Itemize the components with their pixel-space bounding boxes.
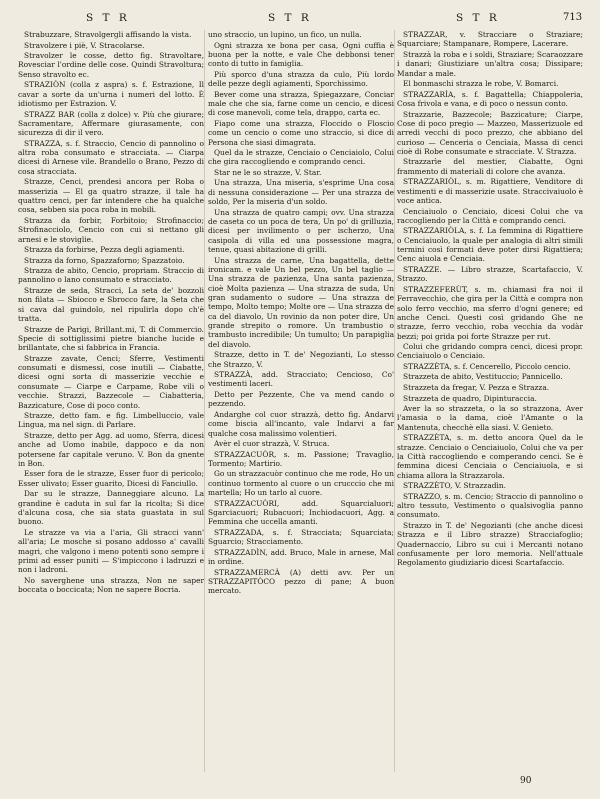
dictionary-entry: Stravolzere i piè, V. Stracolarse. — [24, 40, 145, 50]
dictionary-entry: Strazze de Parigi, Brillant.mi, T. di Commercio. Specie di sottiglissimi pietre bianche lucide e brillantate, che si fabbrica in Francia. — [18, 324, 204, 353]
dictionary-entry: El bonmaschi strazza le robe, V. Bomarci. — [403, 79, 559, 89]
dictionary-entry: Strazzo in T. de' Negozianti (che anche dicesi Strazza e il Libro strazze) Stracciafoglio; Quadernaccio, Libro su cui i Mercanti notano confusamente per loro memoria. Nell'attuale Regolamento giudiziario dicesi Scartafaccio. — [397, 520, 583, 568]
dictionary-entry: Strazzeta de abito, Vestituccio; Pannicello. — [403, 372, 563, 382]
dictionary-entry: Strazza da forbir, Forbitoio; Strofinaccio; Strofinacciolo, Cencio con cui si nettano gli arnesi e le stoviglie. — [18, 215, 204, 244]
dictionary-entry: STRAZZÈTA, s. f. Cencerello, Piccolo cencio. — [403, 361, 571, 371]
dictionary-entry: Aver la so strazzeta, o la so strazzona, Aver l'amasia o la dama, cioè l'Amante o la Mantenuta, checchè ella siasi. V. Genieto. — [397, 404, 583, 432]
dictionary-entry: Una strazza de carne, Una bagattella, dette ironicam. e vale Un bel pezzo, Un bel taglio — Una strazza de pazienza, Una santa pazienza, cioè Molta pazienza — Una strazza de suda, Un gran sudamento o sudore — Una strazza de tempo, Molto tempo; Molte ore — Una strazza de ca del diavolo, Un rovinio da non poter dire, Un grande strepito o romore. Un trambustio o trambusto incredibile; Un tumulto; Un parapiglia del diavolo. — [208, 255, 394, 349]
dictionary-entry: STRAZZACUÒR, s. m. Passione; Travaglio, Tormento; Martirio. — [208, 449, 394, 468]
dictionary-entry: Strazza de abito, Cencio, propriam. Straccio di pannolino o lano consumato e stracciato. — [18, 266, 204, 285]
column-divider — [394, 30, 395, 772]
dictionary-entry: Una strazza de quatro campi; ovv. Una strazza de caseta co un poca de tera, Un po' di grilluzia, dicesi per invilimento o per ischerzo, Una casipola di villa ed una possessione magra, tenue, quasi abitazione di grilli. — [208, 207, 394, 255]
dictionary-entry: Esser fora de le strazze, Esser fuor di pericolo; Esser ulivato; Esser guarito, Dicesi di Fanciullo. — [18, 469, 204, 488]
column-left — [18, 30, 204, 772]
dictionary-entry: STRAZZA, s. f. Straccio, Cencio di pannolino o altra roba consumato e stracciata. — Ciarpa dicesi di Arnese vile. Brandello o Brano, Pezzo di cosa stracciata. — [18, 138, 204, 176]
dictionary-entry: Andarghe col cuor strazzà, detto fig. Andarvi come biscia all'incanto, vale Indarvi a far qualche cosa malissimo volentieri. — [208, 409, 394, 438]
header-center: S T R — [268, 12, 312, 24]
dictionary-entry: STRAZZÈTA, s. m. detto ancora Quel da le strazze. Cenciaio o Cenciaiuolo, Colui che va per la Città raccogliendo e comperando cenci. Se è femmina dicesi Cenciaia o Cenciaiuola, e si chiama allora la Strazzarola. — [397, 433, 583, 480]
dictionary-entry: Più sporco d'una strazza da culo, Più lordo delle pezze degli agiamenti, Sporchissimo. — [208, 69, 394, 89]
dictionary-entry: Una strazza, Una miseria, s'esprime Una cosa di nessuna considerazione — Per una strazza de soldo, Per la miseria d'un soldo. — [208, 178, 394, 207]
dictionary-entry: Fiapo come una strazza, Floccido o Floscio come un cencio o come uno straccio, si dice di Persona che siasi dimagrata. — [208, 118, 394, 147]
dictionary-entry: Bever come una strazza, Spiegazzare, Conciar male che che sia, farne come un cencio, e dicesi di cose manevoli, come tela, drappo, carta ec. — [208, 89, 394, 118]
column-right — [397, 30, 583, 772]
dictionary-entry: Strazzeta da fregar, V. Pezza e Strazza. — [403, 383, 550, 392]
dictionary-entry: Le strazze va via a l'aria, Gli stracci vann' all'aria; Le mosche si posano addosso a' cavalli magri, che valgono i meno potenti sono sempre i primi ad esser puniti — S'impiccono i ladruzzi e non i ladroni. — [18, 527, 204, 575]
dictionary-entry: STRAZZARIÒLA, s. f. La femmina di Rigattiere o Cenciaiuolo, la quale per analogia di altri simili termini così formati deve poter dirsi Rigattiera; Cenc aiuola e Cenciaia. — [397, 226, 583, 264]
dictionary-entry: Cenciaiuolo o Cenciaio, dicesi Colui che va raccogliendo per la Città e comprando cenci. — [397, 206, 583, 225]
dictionary-entry: Strazze, detto fam. e fig. Limbelluccio, vale Lingua, ma nel sign. di Parlare. — [18, 411, 204, 430]
dictionary-entry: Strazza da forbirse, Pezza degli agiamenti. — [24, 245, 185, 255]
dictionary-entry: STRAZZEFERÙT, s. m. chiamasi fra noi il Ferravecchio, che gira per la Città e compra non solo ferro vecchio, ma sferro d'ogni genere; ed anche Cenci. Questi così gridando Ghe ne strazze, ferro vecchio, roba vecchia da vodàr bezzi; poi grida poi forte Strazze per rut. — [397, 284, 583, 341]
column-divider — [204, 30, 205, 772]
dictionary-entry: Dar su le strazze, Danneggiare alcuno. La grandine è caduta in sul far la ricolta; Si dice d'alcuna cosa, che sia stata guastata in sul buono. — [18, 489, 204, 527]
dictionary-entry: Strabuzzare, Stravolgergli affisando la vista. — [24, 30, 192, 39]
dictionary-entry: STRAZIÒN (colla z aspra) s. f. Estrazione, Il cavar a sorte da un'urna i numeri del lotto. È idiotismo per Estrazion. V. — [18, 80, 204, 108]
column-middle — [208, 30, 394, 772]
dictionary-entry: Strazzeta de quadro, Dipinturaccia. — [403, 393, 537, 403]
dictionary-entry: Go un strazzacuòr continuo che me rode, Ho un continuo tormento al cuore o un crucccio che mi martella; Ho un tarlo al cuore. — [208, 469, 394, 498]
page-header — [0, 12, 600, 26]
dictionary-entry: Strazza da forno, Spazzaforno; Spazzatoio. — [24, 255, 185, 265]
dictionary-entry: STRAZZADA, s. f. Stracciata; Squarciata; Sguarcio; Stracciamento. — [208, 527, 394, 547]
dictionary-entry: STRAZZADÌN, add. Bruco, Male in arnese, Mal in ordine. — [208, 547, 394, 567]
dictionary-entry: Quel da le strazze, Cenciaio o Cenciaiolo, Colui che gira raccogliendo e comprando cenci. — [208, 148, 394, 167]
header-right: S T R — [456, 12, 500, 24]
page-number: 713 — [563, 12, 583, 23]
dictionary-entry: STRAZZARIÒL, s. m. Rigattiere, Venditore di vestimenti e di masserizie usate. Straccivaiuolo è voce antica. — [397, 177, 583, 205]
dictionary-entry: Colui che gridando compra cenci, dicesi propr. Cenciaiuolo o Cenciaio. — [397, 342, 583, 361]
dictionary-entry: STRAZZO, s. m. Cencio; Straccio di pannolino o altro tessuto, Vestimento o qualsivoglia panno consumato. — [397, 491, 583, 520]
dictionary-entry: STRAZZ BAR (colla z dolce) v. Più che giurare; Sacramentare, Affermare giurasamente, con sicurezza di dir il vero. — [18, 109, 204, 138]
dictionary-entry: Strazzarie, Bazzecole; Bazzicature; Ciarpe, Cose di poco pregio — Mazzeo, Masserizuole ed arredi vecchi di poco prezzo, che abbiano del curioso — Cenceria o Cencìaia, Massa di cenci cioè di Robe consumate e stracciate. V. Strazza. — [397, 109, 583, 156]
dictionary-entry: Stravolzer le cosse, detto fig. Stravoltare, Rovesciar l'ordine delle cose. Quindi Stravoltura; Senso stravolto ec. — [18, 51, 204, 79]
dictionary-entry: Avèr el cuor strazzà, V. Struca. — [214, 439, 330, 449]
dictionary-entry: uno straccio, un lupino, un fico, un nulla. — [208, 30, 362, 39]
dictionary-entry: Strazze, detto per Agg. ad uomo, Sferra, dicesi anche ad Uomo inabile, dappoco e da non potersene far capitale veruno. V. Bon da gnente in Bon. — [18, 430, 204, 468]
dictionary-entry: STRAZZACUÒRI, add. Squarcialuori; Sgarciacuori; Rubacuori; Inchiodacuori, Agg. a Femmina che uccella amanti. — [208, 498, 394, 527]
dictionary-entry: STRAZZE. — Libro strazze, Scartafaccio, V. Strazzo. — [397, 264, 583, 284]
dictionary-entry: STRAZZARÌA, s. f. Bagattella; Chiappoleria, Cosa frivola e vana, e di poco o nessun conto. — [397, 89, 583, 108]
header-left: S T R — [86, 12, 130, 24]
dictionary-entry: No saverghene una strazza, Non ne saper boccata o boccicata; Non ne sapere Bocria. — [18, 575, 204, 595]
dictionary-entry: Star ne le so strazze, V. Star. — [214, 167, 322, 177]
dictionary-entry: Strazze, Cenci, prendesi ancora per Roba o masserizia — El ga quatro strazze, il tale ha quattro cenci, per far intendere che ha qualche cosa, sebben sia poca roba in mobili. — [18, 177, 204, 215]
dictionary-entry: Strazzarìe del mestier, Ciabatte, Ogni frammento di materiali di colore che avanza. — [397, 157, 583, 176]
dictionary-entry: Strazze zavate, Cenci; Sferre, Vestimenti consumati e dismessi, cose inutili — Ciabatte, dicesi ogni sorta di masserizie vecchie e consumate — Ciarpe e Carpame, Robe vili o vecchie. Strazzi, Bazzecole — Ciabatteria, Bazzicature, Cose di poco conto. — [18, 353, 204, 410]
dictionary-entry: Detto per Pezzente, Che va mend cando o pezzendo. — [208, 389, 394, 409]
dictionary-entry: Strazzà la roba e i soldi, Straziare; Scaraozzare i danari; Giustiziare un'altra cosa; Dissipare; Mandar a male. — [397, 49, 583, 78]
dictionary-entry: Strazze, detto in T. de' Negozianti, Lo stesso che Strazzo, V. — [208, 350, 394, 369]
dictionary-entry: STRAZZÀ, add. Stracciato; Cencioso, Co' vestimenti laceri. — [208, 370, 394, 389]
dictionary-entry: Ogni strazza xe bona per casa, Ogni cuffia è buona per la notte, e vale Che debbonsi tener conto di tutto in famiglia. — [208, 40, 394, 69]
dictionary-entry: STRAZZÈTO, V. Strazzadìn. — [403, 481, 506, 491]
signature-mark: 90 — [520, 776, 532, 786]
dictionary-entry: STRAZZAR, v. Stracciare o Straziare; Squarciare; Stampanare, Rompere, Lacerare. — [397, 30, 583, 49]
dictionary-entry: STRAZZAMERCÀ (A) detti avv. Per un STRAZZAPITÒCO pezzo di pane; A buon mercato. — [208, 567, 394, 596]
dictionary-entry: Strazze de seda, Stracci, La seta de' bozzoli non filata — Sbiocco e Sbrocco fare, la Seta che si cava dal guindolo, nel ripulirla dopo ch'è tratta. — [18, 286, 204, 324]
